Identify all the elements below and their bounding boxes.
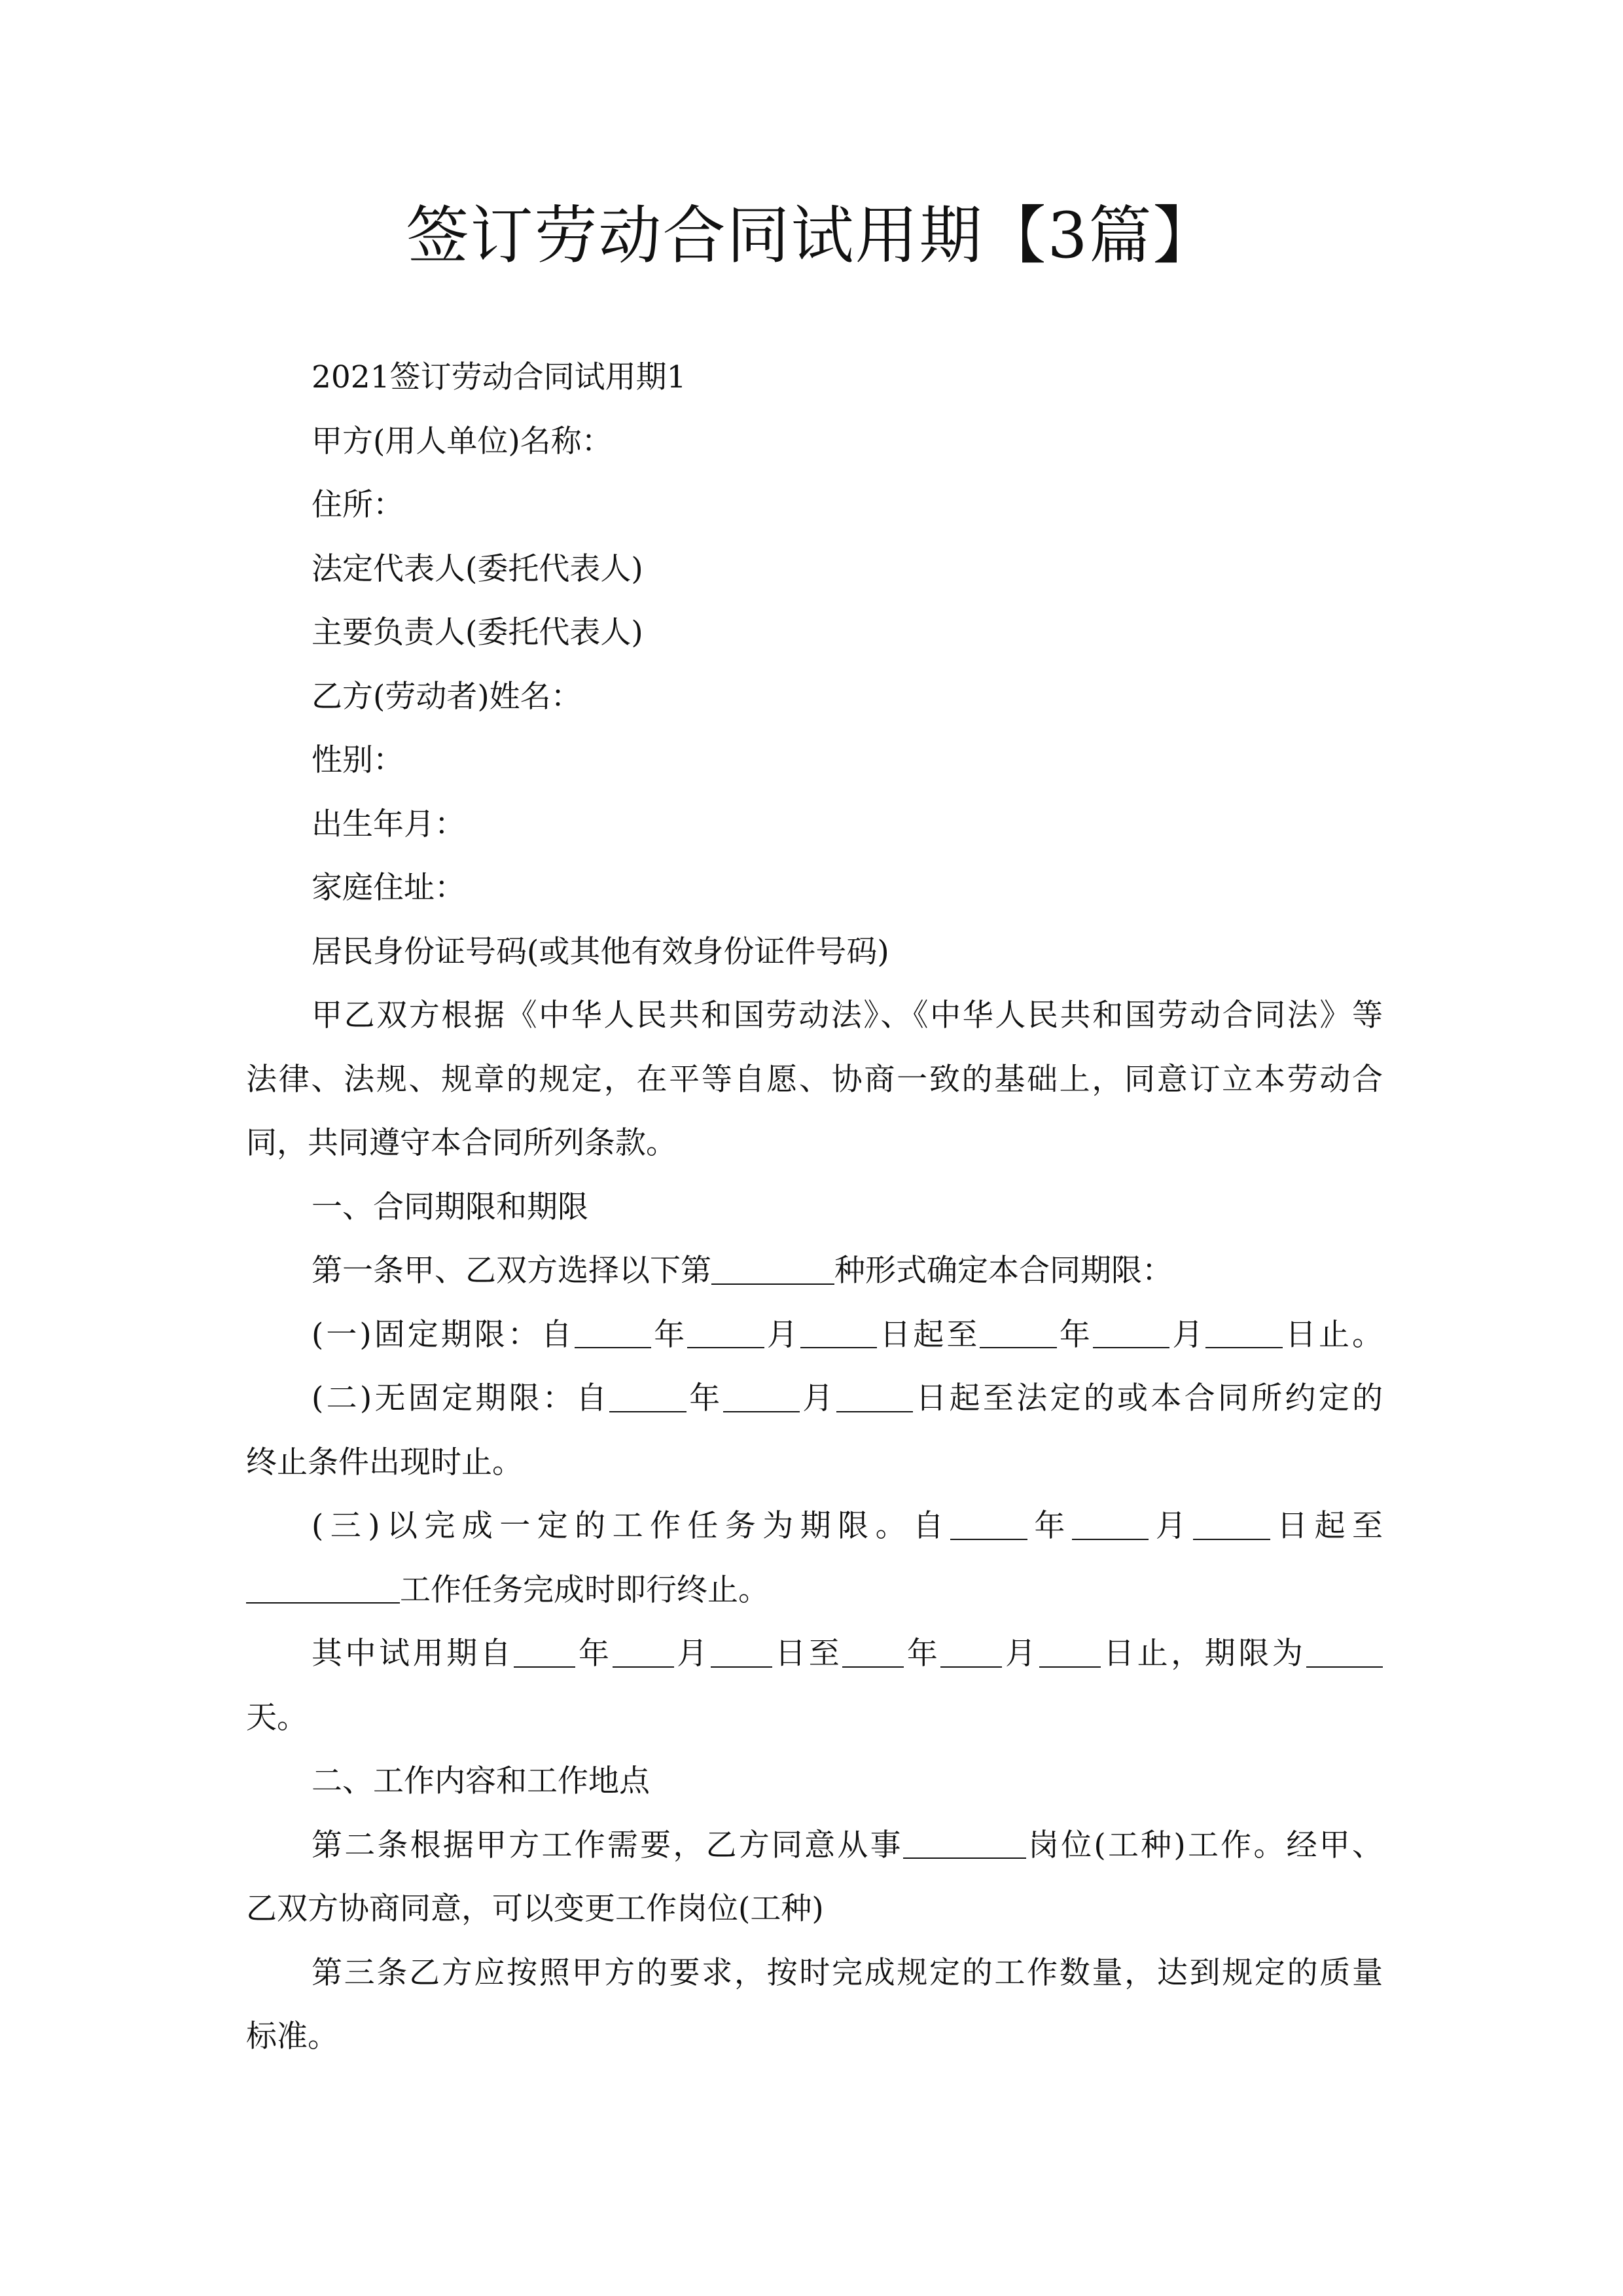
form-field-id-number: 居民身份证号码(或其他有效身份证件号码) xyxy=(312,933,889,970)
fill-in-blank xyxy=(1193,1508,1270,1540)
document-title: 签订劳动合同试用期【3篇】 xyxy=(406,199,1217,272)
form-field-principal: 主要负责人(委托代表人) xyxy=(312,615,643,651)
paragraph-line: 同，共同遵守本合同所列条款。 xyxy=(246,1125,677,1161)
fill-in-blank xyxy=(950,1508,1027,1540)
fill-in-blank xyxy=(1093,1316,1170,1348)
paragraph-line: 其中试用期自 年 月 日至 年 月 日止，期限为 xyxy=(246,1622,1383,1686)
fill-in-blank xyxy=(609,1380,687,1412)
paragraph-line: 天。 xyxy=(246,1699,308,1736)
fill-in-blank xyxy=(940,1636,1002,1668)
form-field-legal-rep: 法定代表人(委托代表人) xyxy=(312,550,643,587)
fill-in-blank xyxy=(711,1253,834,1285)
paragraph-line: 第二条根据甲方工作需要，乙方同意从事 岗位(工种)工作。经甲、 xyxy=(312,1827,1383,1863)
paragraph-line: 法律、法规、规章的规定，在平等自愿、协商一致的基础上，同意订立本劳动合 xyxy=(246,1061,1383,1098)
fill-in-blank xyxy=(800,1316,878,1348)
paragraph-line: (一)固定期限：自 年 月 日起至 年 月 日止。 xyxy=(312,1316,1383,1353)
fill-in-blank xyxy=(1205,1316,1283,1348)
form-field-address: 住所： xyxy=(312,487,404,523)
fill-in-blank xyxy=(246,1571,400,1604)
section-heading: 2021签订劳动合同试用期1 xyxy=(312,359,687,395)
paragraph-line: 第三条乙方应按照甲方的要求，按时完成规定的工作数量，达到规定的质量 xyxy=(312,1954,1383,1991)
fill-in-blank xyxy=(1072,1508,1149,1540)
paragraph-line: 乙双方协商同意，可以变更工作岗位(工种) xyxy=(246,1891,824,1927)
fill-in-blank xyxy=(1039,1636,1101,1668)
paragraph-line: 工作任务完成时即行终止。 xyxy=(246,1558,1383,1623)
form-field-employer-name: 甲方(用人单位)名称： xyxy=(312,423,613,459)
fill-in-blank xyxy=(575,1316,652,1348)
form-field-employee-name: 乙方(劳动者)姓名： xyxy=(312,678,582,715)
paragraph-line: 甲乙双方根据《中华人民共和国劳动法》、《中华人民共和国劳动合同法》等 xyxy=(312,997,1383,1033)
fill-in-blank xyxy=(613,1636,674,1668)
paragraph-line: 第一条甲、乙双方选择以下第 种形式确定本合同期限： xyxy=(312,1253,1173,1289)
form-field-birth: 出生年月： xyxy=(312,806,465,842)
document-body xyxy=(246,346,1383,2069)
paragraph-line: 标准。 xyxy=(246,2018,338,2054)
fill-in-blank xyxy=(836,1380,914,1412)
paragraph-line: 终止条件出现时止。 xyxy=(246,1444,523,1480)
section-heading: 二、工作内容和工作地点 xyxy=(312,1763,650,1799)
paragraph-line: (三)以完成一定的工作任务为期限。自 年 月 日起至 xyxy=(312,1508,1383,1544)
form-field-gender: 性别： xyxy=(312,742,404,778)
paragraph-line: (二)无固定期限：自 年 月 日起至法定的或本合同所约定的 xyxy=(312,1380,1383,1416)
fill-in-blank xyxy=(711,1636,772,1668)
fill-in-blank xyxy=(723,1380,800,1412)
form-field-home-address: 家庭住址： xyxy=(312,870,465,906)
fill-in-blank xyxy=(1306,1636,1383,1668)
fill-in-blank xyxy=(514,1636,575,1668)
fill-in-blank xyxy=(842,1636,904,1668)
fill-in-blank xyxy=(687,1316,764,1348)
section-heading: 一、合同期限和期限 xyxy=(312,1189,588,1225)
fill-in-blank xyxy=(980,1316,1057,1348)
fill-in-blank xyxy=(903,1827,1026,1859)
